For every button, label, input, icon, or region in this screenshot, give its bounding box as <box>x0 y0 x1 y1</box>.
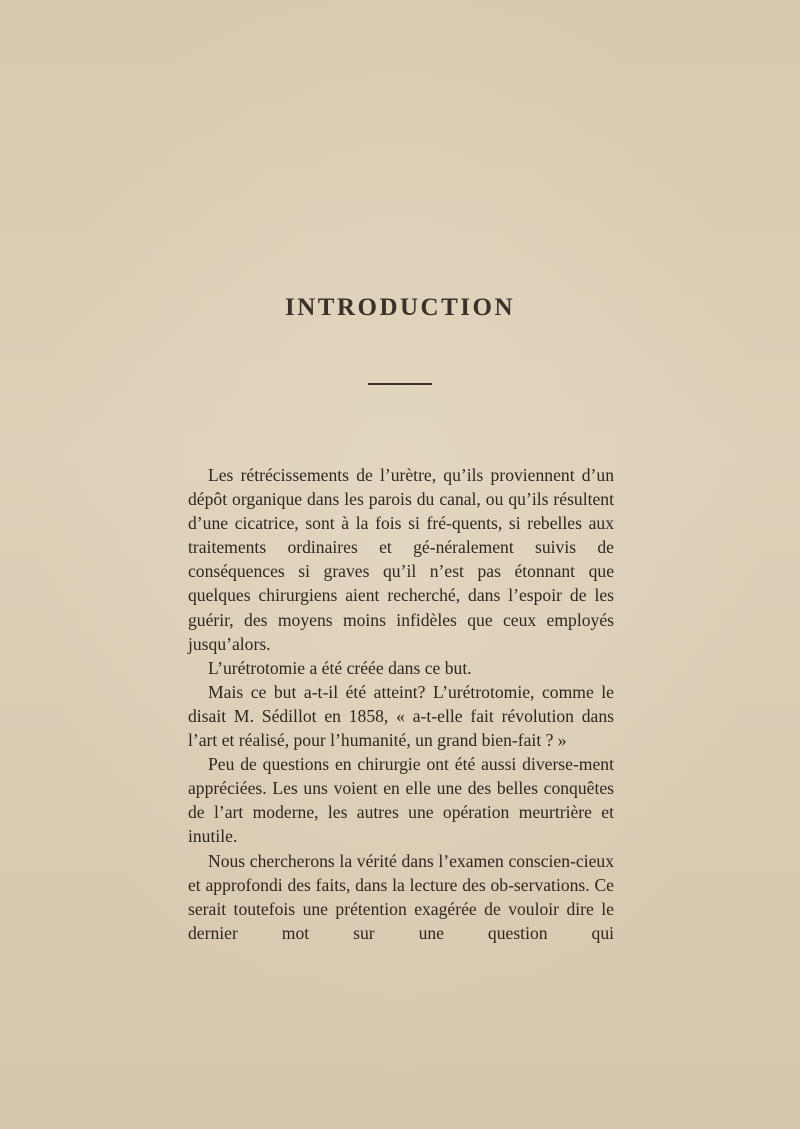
title-divider <box>368 383 432 385</box>
paragraph-5: Nous chercherons la vérité dans l’examen conscien-cieux et approfondi des faits, dans la lecture des ob-servations. Ce serait toutefois une prétention exagérée de vouloir dire le dernier mot sur une question qui <box>188 850 614 943</box>
body-text <box>188 463 614 945</box>
paragraph-2: L’urétrotomie a été créée dans ce but. <box>208 657 472 678</box>
paragraph-3: Mais ce but a-t-il été atteint? L’urétrotomie, comme le disait M. Sédillot en 1858, « a-t-elle fait révolution dans l’art et réalisé, pour l’humanité, un grand bien-fait ? » <box>188 681 614 751</box>
page-title: INTRODUCTION <box>284 294 516 321</box>
paragraph-1: Les rétrécissements de l’urètre, qu’ils proviennent d’un dépôt organique dans les parois du canal, ou qu’ils résultent d’une cicatrice, sont à la fois si fré-quents, si rebelles aux traitements ordinaires et gé-néralement suivis de conséquences si graves qu’il n’est pas étonnant que quelques chirurgiens aient recherché, dans l’espoir de les guérir, des moyens moins infidèles que ceux employés jusqu’alors. <box>188 465 614 654</box>
paragraph-4: Peu de questions en chirurgie ont été aussi diverse-ment appréciées. Les uns voient en elle une des belles conquêtes de l’art moderne, les autres une opération meurtrière et inutile. <box>188 754 614 847</box>
